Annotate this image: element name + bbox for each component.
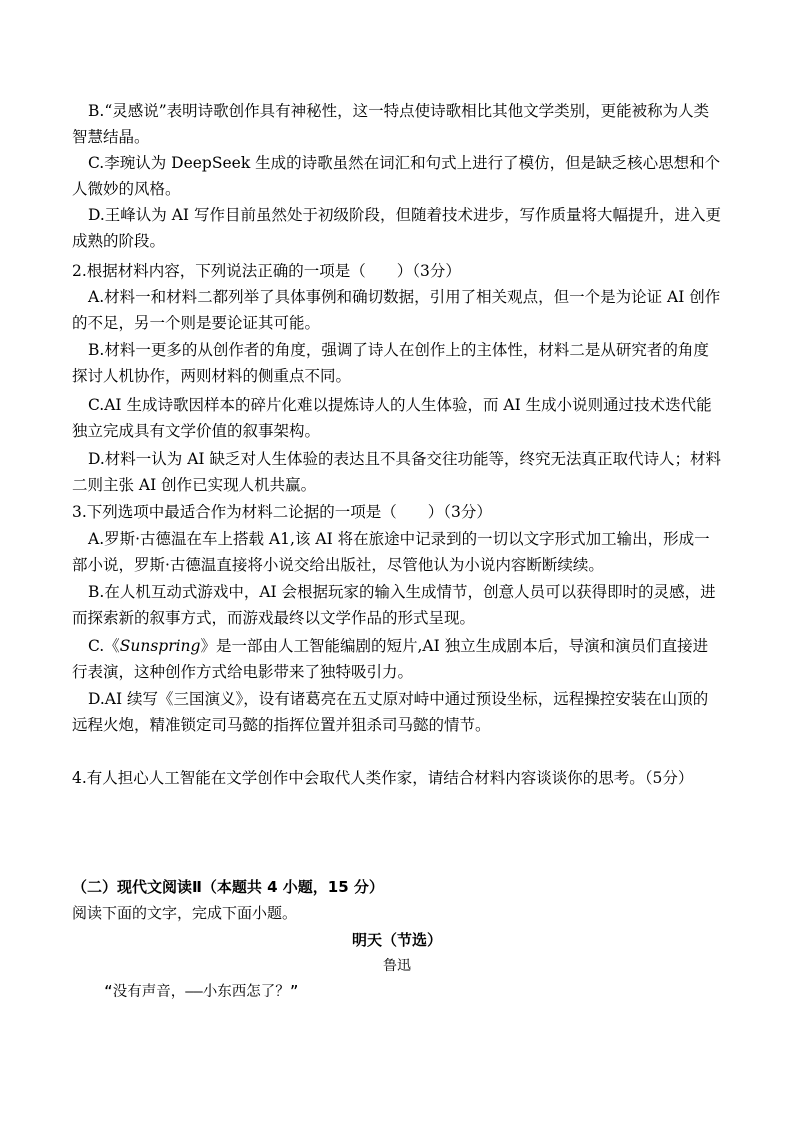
sunspring-title: Sunspring xyxy=(119,637,201,655)
q1-option-d: D.王峰认为 AI 写作目前虽然处于初级阶段，但随着技术进步，写作质量将大幅提升，进入更成熟的阶段。 xyxy=(72,206,721,250)
q3-option-a: A.罗斯·古德温在车上搭载 A1,该 AI 将在旅途中记录到的一切以文字形式加工输出，形成一部小说，罗斯·古德温直接将小说交给出版社，尽管他认为小说内容断断续续。 xyxy=(72,530,710,574)
q1-option-c: C.李琬认为 DeepSeek 生成的诗歌虽然在词汇和句式上进行了模仿，但是缺乏核心思想和个人微妙的风格。 xyxy=(72,154,721,198)
q3-stem: 3.下列选项中最适合作为材料二论据的一项是（ ）（3分） xyxy=(72,503,492,521)
q3-option-c-prefix: C.《 xyxy=(88,637,120,655)
article-title: 明天（节选） xyxy=(351,931,442,949)
reading-instruction: 阅读下面的文字，完成下面小题。 xyxy=(72,904,298,922)
article-author: 鲁迅 xyxy=(383,958,411,974)
q2-stem: 2.根据材料内容，下列说法正确的一项是（ ）（3分） xyxy=(72,262,461,280)
q3-option-c xyxy=(72,633,722,685)
q2-option-d: D.材料一认为 AI 缺乏对人生体验的表达且不具备交往功能等，终究无法真正取代诗人；材料二则主张 AI 创作已实现人机共赢。 xyxy=(72,450,721,494)
q3-option-b: B.在人机互动式游戏中，AI 会根据玩家的输入生成情节，创意人员可以获得即时的灵感，进而探索新的叙事方式，而游戏最终以文学作品的形式呈现。 xyxy=(72,583,716,627)
q3-option-d: D.AI 续写《三国演义》，设有诸葛亮在五丈原对峙中通过预设坐标，远程操控安装在山顶的远程火炮，精准锁定司马懿的指挥位置并狙杀司马懿的情节。 xyxy=(72,690,709,734)
q2-option-b: B.材料一更多的从创作者的角度，强调了诗人在创作上的主体性，材料二是从研究者的角度探讨人机协作，两则材料的侧重点不同。 xyxy=(72,341,709,385)
section-title: （二）现代文阅读Ⅱ（本题共 4 小题，15 分） xyxy=(72,878,384,896)
q4-stem: 4.有人担心人工智能在文学创作中会取代人类作家，请结合材料内容谈谈你的思考。（5分） xyxy=(72,769,694,787)
q2-option-a: A.材料一和材料二都列举了具体事例和确切数据，引用了相关观点，但一个是为论证 AI 创作的不足，另一个则是要论证其可能。 xyxy=(72,288,721,332)
article-first-line: “没有声音，——小东西怎了？” xyxy=(104,984,299,1000)
q3-option-c-suffix: 》是一部由人工智能编剧的短片,AI 独立生成剧本后，导演和演员们直接进行表演，这种创作方式给电影带来了独特吸引力。 xyxy=(72,637,709,681)
q1-option-b: B.“灵感说”表明诗歌创作具有神秘性，这一特点使诗歌相比其他文学类别，更能被称为人类智慧结晶。 xyxy=(72,102,710,146)
q2-option-c: C.AI 生成诗歌因样本的碎片化难以提炼诗人的人生体验，而 AI 生成小说则通过技术迭代能独立完成具有文学价值的叙事架构。 xyxy=(72,396,712,440)
